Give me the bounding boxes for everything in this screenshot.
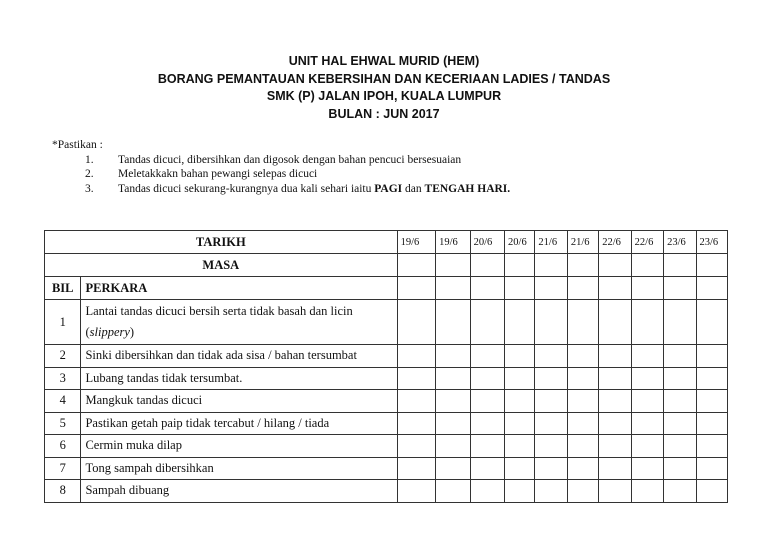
check-cell[interactable]	[436, 300, 470, 345]
check-cell[interactable]	[631, 480, 663, 503]
check-cell[interactable]	[436, 435, 470, 458]
check-cell[interactable]	[696, 390, 727, 413]
check-cell[interactable]	[505, 277, 535, 300]
check-cell[interactable]	[696, 412, 727, 435]
row-number: 3	[45, 367, 81, 390]
row-description: Sinki dibersihkan dan tidak ada sisa / bahan tersumbat	[81, 345, 397, 368]
row-description: Mangkuk tandas dicuci	[81, 390, 397, 413]
check-cell[interactable]	[436, 480, 470, 503]
row-number: 7	[45, 457, 81, 480]
check-cell[interactable]	[599, 367, 631, 390]
table-row	[45, 457, 728, 480]
date-cell: 23/6	[696, 231, 727, 254]
check-cell[interactable]	[397, 457, 436, 480]
row-description: Lubang tandas tidak tersumbat.	[81, 367, 397, 390]
instruction-emphasis-morning: PAGI	[374, 182, 403, 195]
check-cell[interactable]	[664, 367, 696, 390]
check-cell[interactable]	[664, 435, 696, 458]
monitoring-table	[44, 230, 728, 503]
check-cell[interactable]	[696, 277, 727, 300]
check-cell[interactable]	[631, 412, 663, 435]
check-cell[interactable]	[631, 277, 663, 300]
school-name: SMK (P) JALAN IPOH, KUALA LUMPUR	[266, 89, 502, 103]
check-cell[interactable]	[505, 345, 535, 368]
time-cell[interactable]	[567, 254, 598, 277]
tarikh-label: TARIKH	[45, 231, 398, 254]
check-cell[interactable]	[505, 367, 535, 390]
instruction-item	[52, 167, 510, 182]
row-description: Sampah dibuang	[81, 480, 397, 503]
row-number: 8	[45, 480, 81, 503]
instructions	[52, 138, 510, 196]
check-cell[interactable]	[470, 390, 504, 413]
check-cell[interactable]	[505, 435, 535, 458]
check-cell[interactable]	[599, 457, 631, 480]
row-description: Cermin muka dilap	[81, 435, 397, 458]
check-cell[interactable]	[535, 390, 567, 413]
check-cell[interactable]	[535, 457, 567, 480]
time-cell[interactable]	[664, 254, 696, 277]
check-cell[interactable]	[397, 435, 436, 458]
instruction-text-part: Tandas dicuci sekurang-kurangnya dua kali sehari iaitu	[118, 182, 375, 195]
check-cell[interactable]	[535, 300, 567, 345]
check-cell[interactable]	[567, 367, 598, 390]
check-cell[interactable]	[535, 367, 567, 390]
row-description: Pastikan getah paip tidak tercabut / hilang / tiada	[81, 412, 397, 435]
check-cell[interactable]	[397, 277, 436, 300]
check-cell[interactable]	[567, 412, 598, 435]
check-cell[interactable]	[567, 277, 598, 300]
check-cell[interactable]	[436, 367, 470, 390]
time-cell[interactable]	[599, 254, 631, 277]
check-cell[interactable]	[397, 390, 436, 413]
table-row	[45, 435, 728, 458]
check-cell[interactable]	[535, 412, 567, 435]
row-description: Tong sampah dibersihkan	[81, 457, 397, 480]
check-cell[interactable]	[505, 390, 535, 413]
time-cell[interactable]	[436, 254, 470, 277]
check-cell[interactable]	[567, 390, 598, 413]
check-cell[interactable]	[664, 390, 696, 413]
check-cell[interactable]	[470, 480, 504, 503]
table-row	[45, 300, 728, 345]
check-cell[interactable]	[631, 367, 663, 390]
check-cell[interactable]	[436, 457, 470, 480]
table-row	[45, 390, 728, 413]
time-cell[interactable]	[535, 254, 567, 277]
check-cell[interactable]	[436, 277, 470, 300]
check-cell[interactable]	[599, 390, 631, 413]
check-cell[interactable]	[567, 300, 598, 345]
check-cell[interactable]	[599, 480, 631, 503]
check-cell[interactable]	[631, 300, 663, 345]
bil-header: BIL	[45, 277, 81, 300]
row-number: 5	[45, 412, 81, 435]
check-cell[interactable]	[567, 457, 598, 480]
perkara-header: PERKARA	[81, 277, 397, 300]
check-cell[interactable]	[397, 412, 436, 435]
time-cell[interactable]	[696, 254, 727, 277]
row-description-text: Lantai tandas dicuci bersih serta tidak basah dan licin	[85, 304, 353, 318]
instructions-label: *Pastikan :	[52, 139, 103, 151]
date-cell: 20/6	[470, 231, 504, 254]
check-cell[interactable]	[664, 300, 696, 345]
check-cell[interactable]	[696, 300, 727, 345]
date-cell: 20/6	[505, 231, 535, 254]
date-cell: 19/6	[397, 231, 436, 254]
check-cell[interactable]	[470, 345, 504, 368]
unit-title: UNIT HAL EHWAL MURID (HEM)	[288, 54, 480, 68]
time-row	[45, 254, 728, 277]
row-number: 2	[45, 345, 81, 368]
check-cell[interactable]	[436, 412, 470, 435]
check-cell[interactable]	[599, 345, 631, 368]
instruction-item	[52, 153, 510, 168]
check-cell[interactable]	[599, 412, 631, 435]
check-cell[interactable]	[470, 457, 504, 480]
instruction-item	[52, 182, 510, 197]
form-title: BORANG PEMANTAUAN KEBERSIHAN DAN KECERIAAN LADIES / TANDAS	[157, 71, 611, 86]
instruction-text: Meletakkakn bahan pewangi selepas dicuci	[118, 168, 318, 180]
instruction-number: 2.	[85, 168, 94, 180]
check-cell[interactable]	[567, 480, 598, 503]
check-cell[interactable]	[664, 457, 696, 480]
check-cell[interactable]	[631, 457, 663, 480]
check-cell[interactable]	[470, 367, 504, 390]
check-cell[interactable]	[505, 480, 535, 503]
check-cell[interactable]	[505, 300, 535, 345]
check-cell[interactable]	[397, 367, 436, 390]
row-description-note: slippery	[89, 325, 130, 339]
check-cell[interactable]	[599, 300, 631, 345]
check-cell[interactable]	[664, 412, 696, 435]
check-cell[interactable]	[664, 277, 696, 300]
check-cell[interactable]	[436, 390, 470, 413]
table-row	[45, 345, 728, 368]
masa-label: MASA	[45, 254, 398, 277]
table-row	[45, 367, 728, 390]
date-cell: 23/6	[664, 231, 696, 254]
check-cell[interactable]	[436, 345, 470, 368]
check-cell[interactable]	[696, 457, 727, 480]
check-cell[interactable]	[470, 412, 504, 435]
check-cell[interactable]	[664, 480, 696, 503]
check-cell[interactable]	[599, 277, 631, 300]
date-row	[45, 231, 728, 254]
instruction-text-part: dan	[402, 182, 425, 195]
check-cell[interactable]	[470, 435, 504, 458]
check-cell[interactable]	[696, 367, 727, 390]
time-cell[interactable]	[505, 254, 535, 277]
check-cell[interactable]	[535, 480, 567, 503]
time-cell[interactable]	[470, 254, 504, 277]
check-cell[interactable]	[470, 277, 504, 300]
date-cell: 21/6	[567, 231, 598, 254]
row-number: 6	[45, 435, 81, 458]
instruction-emphasis-noon: TENGAH HARI.	[424, 182, 511, 195]
date-cell: 19/6	[436, 231, 470, 254]
instruction-text	[118, 182, 510, 197]
check-cell[interactable]	[397, 345, 436, 368]
check-cell[interactable]	[397, 300, 436, 345]
check-cell[interactable]	[470, 300, 504, 345]
row-number: 4	[45, 390, 81, 413]
month-label: BULAN : JUN 2017	[328, 106, 440, 121]
check-cell[interactable]	[535, 435, 567, 458]
check-cell[interactable]	[696, 345, 727, 368]
check-cell[interactable]	[631, 435, 663, 458]
check-cell[interactable]	[631, 345, 663, 368]
check-cell[interactable]	[567, 435, 598, 458]
check-cell[interactable]	[664, 345, 696, 368]
check-cell[interactable]	[397, 480, 436, 503]
check-cell[interactable]	[505, 412, 535, 435]
time-cell[interactable]	[631, 254, 663, 277]
column-header-row	[45, 277, 728, 300]
check-cell[interactable]	[567, 345, 598, 368]
form-header	[0, 53, 768, 123]
check-cell[interactable]	[631, 390, 663, 413]
check-cell[interactable]	[535, 345, 567, 368]
table-row	[45, 480, 728, 503]
check-cell[interactable]	[599, 435, 631, 458]
instruction-number: 1.	[85, 153, 94, 166]
row-description: Lantai tandas dicuci bersih serta tidak basah dan licin (slippery)	[81, 300, 397, 345]
date-cell: 22/6	[599, 231, 631, 254]
date-cell: 22/6	[631, 231, 663, 254]
table-row	[45, 412, 728, 435]
time-cell[interactable]	[397, 254, 436, 277]
instruction-text: Tandas dicuci, dibersihkan dan digosok dengan bahan pencuci bersesuaian	[118, 153, 462, 166]
check-cell[interactable]	[696, 480, 727, 503]
check-cell[interactable]	[505, 457, 535, 480]
date-cell: 21/6	[535, 231, 567, 254]
check-cell[interactable]	[696, 435, 727, 458]
row-number: 1	[45, 300, 81, 345]
instruction-number: 3.	[85, 182, 94, 195]
check-cell[interactable]	[535, 277, 567, 300]
